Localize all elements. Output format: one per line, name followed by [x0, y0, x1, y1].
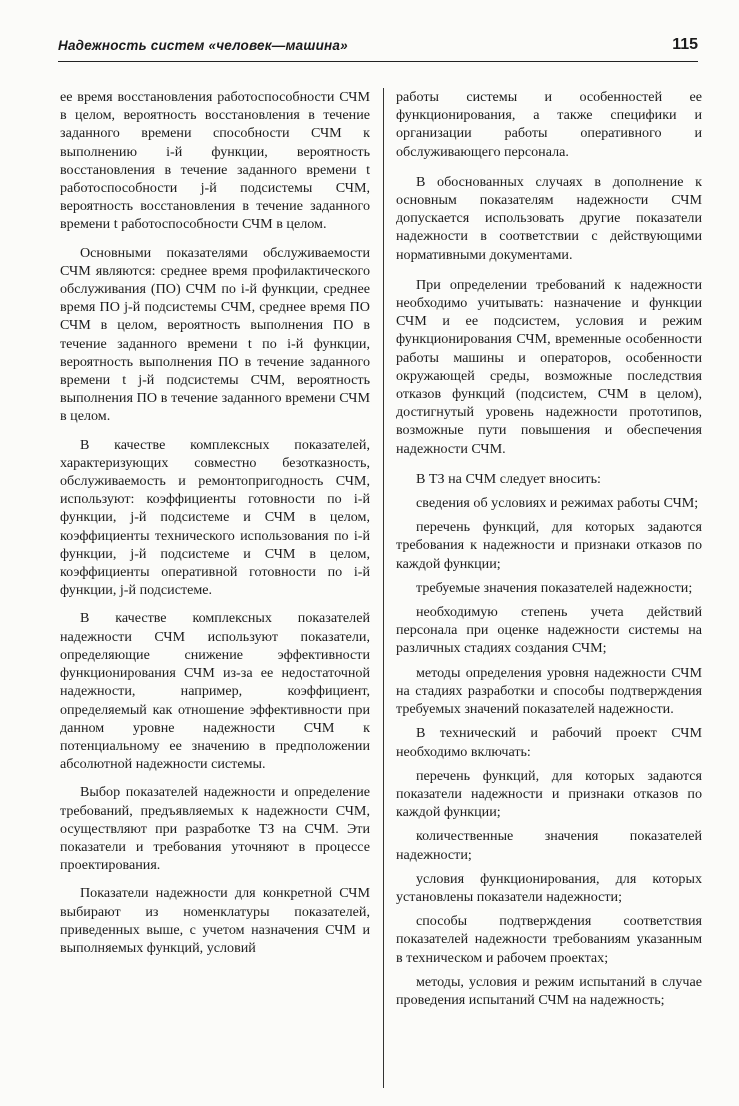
list-item: методы определения уровня надежности СЧМ на стадиях разработки и способы подтверждения требуемых значений показателей надежности. — [396, 664, 702, 718]
paragraph: В качестве комплексных показателей надежности СЧМ используют показатели, определяющие снижение эффективности функционирования СЧМ из-за ее недостаточной надежности, например, коэффициент, определяемый как отношение эффективности при данном уровне надежности СЧМ к потенциальному ее значению в предположении абсолютной надежности системы. — [60, 610, 370, 773]
list-item: методы, условия и режим испытаний в случае проведения испытаний СЧМ на надежность; — [396, 973, 702, 1008]
list-item: условия функционирования, для которых установлены показатели надежности; — [396, 870, 702, 905]
list-intro: В технический и рабочий проект СЧМ необходимо включать: — [396, 725, 702, 760]
paragraph: При определении требований к надежности необходимо учитывать: назначение и функции СЧМ и ее подсистем, условия и режим функционирования СЧМ, временные особенности работы машины и операторов, особенности окружающей среды, возможные последствия отказов функций (подсистем, СЧМ в целом), достигнутый уровень надежности прототипов, возможные пути повышения и обеспечения надежности СЧМ. — [396, 276, 702, 457]
paragraph: В обоснованных случаях в дополнение к основным показателям надежности СЧМ допускается использовать другие показатели надежности в соответствии с действующими нормативными документами. — [396, 173, 702, 263]
header-rule — [58, 61, 698, 62]
running-header — [58, 36, 698, 62]
column-divider — [383, 88, 384, 1088]
list-item: количественные значения показателей надежности; — [396, 828, 702, 863]
paragraph: Показатели надежности для конкретной СЧМ выбирают из номенклатуры показателей, приведенных выше, с учетом назначения СЧМ и выполняемых функций, условий — [60, 885, 370, 956]
page-number: 115 — [672, 36, 698, 53]
list-item: необходимую степень учета действий персонала при оценке надежности системы на различных стадиях создания СЧМ; — [396, 604, 702, 657]
list-intro: В ТЗ на СЧМ следует вносить: — [416, 470, 601, 487]
left-column — [60, 88, 370, 957]
paragraph: В качестве комплексных показателей, характеризующих совместно безотказность, обслуживаемость и ремонтопригодность СЧМ, используют: коэффициенты готовности по i-й функции, j-й подсистеме и СЧМ в целом, коэффициенты технического использования по i-й функции, j-й подсистеме и СЧМ в целом, коэффициенты оперативной готовности по i-й функции, j-й подсистеме. — [60, 436, 370, 599]
list-item: требуемые значения показателей надежности; — [416, 579, 693, 596]
paragraph: Выбор показателей надежности и определение требований, предъявляемых к надежности СЧМ, осуществляют при разработке ТЗ на СЧМ. Эти показатели и требования уточняют в процессе проектирования. — [60, 784, 370, 874]
list-item: сведения об условиях и режимах работы СЧМ; — [416, 495, 699, 512]
list-item: способы подтверждения соответствия показателей надежности требованиям указанным в техническом и рабочем проектах; — [396, 913, 702, 966]
running-title: Надежность систем «человек—машина» — [58, 38, 348, 53]
right-column — [396, 88, 702, 1009]
paragraph: работы системы и особенностей ее функционирования, а также специфики и организации работы оперативного и обслуживающего персонала. — [396, 89, 702, 160]
list-item: перечень функций, для которых задаются показатели надежности и признаки отказов по каждой функции; — [396, 767, 702, 821]
list-item: перечень функций, для которых задаются требования к надежности и признаки отказов по каждой функции; — [396, 519, 702, 572]
paragraph: ее время восстановления работоспособности СЧМ в целом, вероятность восстановления в течение заданного времени способности СЧМ к выполнению i-й функции, вероятность восстановления в течение заданного времени t работоспособности j-й подсистемы СЧМ, вероятность восстановления в течение заданного времени t работоспособности СЧМ в целом. — [60, 89, 370, 233]
paragraph: Основными показателями обслуживаемости СЧМ являются: среднее время профилактического обслуживания (ПО) СЧМ по i-й функции, среднее время ПО j-й подсистемы СЧМ, среднее время ПО СЧМ в целом, вероятность выполнения ПО в течение заданного времени t по i-й функции, вероятность выполнения ПО в течение заданного времени t j-й подсистемы СЧМ, вероятность выполнения ПО в течение заданного времени СЧМ в целом. — [60, 244, 370, 425]
